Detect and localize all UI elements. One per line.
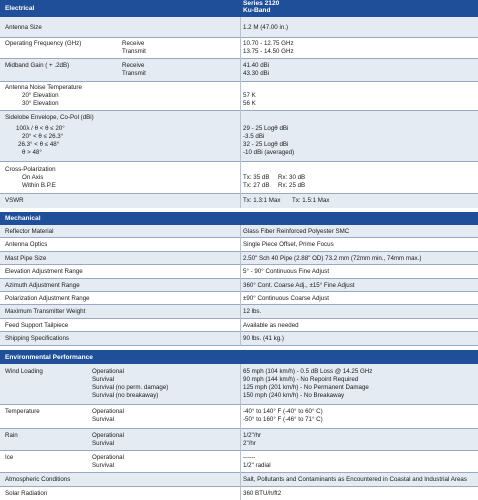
row-value: 65 mph (104 km/h) - 0.5 dB Loss @ 14.25 GHz: [243, 368, 373, 375]
row-vswr: [0, 194, 478, 208]
row-mid: Receive: [122, 62, 145, 69]
row-value: ±90° Continuous Coarse Adjust: [243, 295, 330, 302]
row-value: Single Piece Offset, Prime Focus: [243, 241, 334, 249]
row-sidelobe: [0, 111, 478, 161]
row-value-b: Rx: 30 dB: [278, 174, 306, 181]
row-label: Antenna Noise Temperature: [5, 84, 82, 91]
row-mid: Survival: [92, 462, 115, 469]
row-cross-pol: [0, 162, 478, 193]
row-antenna-size: [0, 17, 478, 37]
row-label: Wind Loading: [5, 368, 43, 375]
row-value: 57 K: [243, 92, 256, 99]
series-label: Series 2120: [243, 0, 280, 7]
row-value: 1/2" radial: [243, 462, 271, 469]
row-value: 29 - 25 Logθ dBi: [243, 125, 289, 132]
row-label: Antenna Optics: [5, 241, 48, 249]
mechanical-header: [0, 212, 478, 225]
row-label: Elevation Adjustment Range: [5, 268, 83, 276]
row-value: -3.5 dBi: [243, 133, 265, 140]
row-mid: Survival: [92, 416, 115, 423]
row-label: Operating Frequency (GHz): [5, 40, 82, 47]
row-value: 43.30 dBi: [243, 70, 270, 77]
row-sub: On Axis: [22, 174, 44, 181]
row-value: 10.70 - 12.75 GHz: [243, 40, 294, 47]
row-value: 1.2 M (47.00 in.): [243, 24, 289, 31]
row-label: Temperature: [5, 408, 40, 415]
row-mid: Survival: [92, 440, 115, 447]
row-label: Mast Pipe Size: [5, 254, 47, 262]
row-operating-frequency: [0, 38, 478, 58]
environmental-heading: Environmental Performance: [5, 354, 93, 361]
row-mid: Survival: [92, 376, 115, 383]
row-sub: θ > 48°: [22, 149, 42, 156]
row-value: -10 dBi (averaged): [243, 149, 295, 156]
row-rain: [0, 429, 478, 450]
row-value: 2"/hr: [243, 440, 256, 447]
row-label: Maximum Transmitter Weight: [5, 308, 86, 316]
mechanical-row: [0, 292, 478, 304]
band-label: Ku-Band: [243, 7, 271, 14]
mechanical-row: [0, 332, 478, 344]
row-mid: Transmit: [122, 48, 146, 55]
row-mid: Receive: [122, 40, 145, 47]
row-noise-temp: [0, 82, 478, 110]
electrical-header: [0, 0, 478, 17]
row-label: Sidelobe Envelope, Co-Pol (dBi): [5, 114, 94, 121]
row-mid: Transmit: [122, 70, 146, 77]
row-sub: 30° Elevation: [22, 100, 59, 107]
row-label: Antenna Size: [5, 24, 42, 31]
row-label: Polarization Adjustment Range: [5, 295, 90, 302]
row-sub: 100λ / θ < θ ≤ 20°: [16, 125, 65, 132]
row-value: ------: [243, 454, 256, 461]
electrical-heading: Electrical: [5, 5, 35, 12]
row-value: 2.50" Sch 40 Pipe (2.88" OD) 73.2 mm (72mm min., 74mm max.): [243, 254, 422, 262]
row-temperature: [0, 405, 478, 428]
mechanical-row: [0, 265, 478, 277]
row-value: Tx: 1.3:1 Max: [243, 197, 281, 204]
row-value: -50° to 160° F (-46° to 71° C): [243, 416, 323, 423]
row-label: VSWR: [5, 197, 24, 204]
row-value: 32 - 25 Logθ dBi: [243, 141, 289, 148]
row-value: 5° - 90° Continuous Fine Adjust: [243, 268, 330, 276]
row-label: Ice: [5, 454, 14, 461]
row-midband-gain: [0, 59, 478, 81]
row-label: Cross-Polarization: [5, 166, 56, 173]
row-label: Midband Gain ( + .2dB): [5, 62, 70, 69]
row-value: 360° Cont. Coarse Adj., ±15° Fine Adjust: [243, 281, 355, 289]
mechanical-row: [0, 225, 478, 237]
row-value: Tx: 27 dB: [243, 182, 270, 189]
row-mid: Operational: [92, 368, 124, 375]
row-label: Azimuth Adjustment Range: [5, 281, 80, 289]
row-label: Rain: [5, 432, 18, 439]
row-mid: Operational: [92, 432, 124, 439]
row-sub: Within B.P.E: [22, 182, 56, 189]
row-sub: 20° < θ ≤ 26.3°: [22, 133, 64, 140]
row-value: 150 mph (240 km/h) - No Breakaway: [243, 392, 345, 399]
row-sub: 20° Elevation: [22, 92, 59, 99]
row-mid: Operational: [92, 454, 124, 461]
row-value: Available as needed: [243, 321, 299, 329]
row-value: -40° to 140° F (-40° to 60° C): [243, 408, 323, 415]
row-label: Reflector Material: [5, 228, 54, 235]
row-label: Shipping Specifications: [5, 335, 69, 343]
row-ice: [0, 451, 478, 472]
row-label: Solar Radiation: [5, 490, 48, 497]
row-value: 56 K: [243, 100, 256, 107]
row-value: 90 lbs. (41 kg.): [243, 335, 284, 343]
environmental-header: [0, 350, 478, 364]
row-sub: 26.3° < θ ≤ 48°: [18, 141, 60, 148]
row-label: Atmospheric Conditions: [5, 476, 71, 483]
row-mid: Survival (no perm. damage): [92, 384, 169, 391]
row-value-b: Rx: 25 dB: [278, 182, 306, 189]
row-value: 41.40 dBi: [243, 62, 270, 69]
mechanical-row: [0, 319, 478, 331]
row-value: 90 mph (144 km/h) - No Repoint Required: [243, 376, 359, 383]
mechanical-row: [0, 279, 478, 291]
row-solar: [0, 487, 478, 500]
row-atmospheric: [0, 473, 478, 486]
row-label: Feed Support Tailpiece: [5, 321, 69, 329]
mechanical-row: [0, 238, 478, 250]
row-value: Glass Fiber Reinforced Polyester SMC: [243, 228, 350, 235]
row-value-b: Tx: 1.5:1 Max: [292, 197, 330, 204]
mechanical-row: [0, 252, 478, 264]
row-value: 360 BTU/h/ft2: [243, 490, 282, 497]
row-mid: Survival (no breakaway): [92, 392, 159, 399]
row-value: 1/2"/hr: [243, 432, 262, 439]
row-mid: Operational: [92, 408, 124, 415]
row-wind-loading: [0, 364, 478, 404]
mechanical-heading: Mechanical: [5, 215, 41, 222]
mechanical-row: [0, 305, 478, 317]
row-value: 13.75 - 14.50 GHz: [243, 48, 294, 55]
row-value: 125 mph (201 km/h) - No Permanent Damage: [243, 384, 369, 391]
row-value: Tx: 35 dB: [243, 174, 270, 181]
row-value: 12 lbs.: [243, 308, 262, 316]
row-value: Salt, Pollutants and Contaminants as Encountered in Coastal and Industrial Areas: [243, 476, 467, 483]
